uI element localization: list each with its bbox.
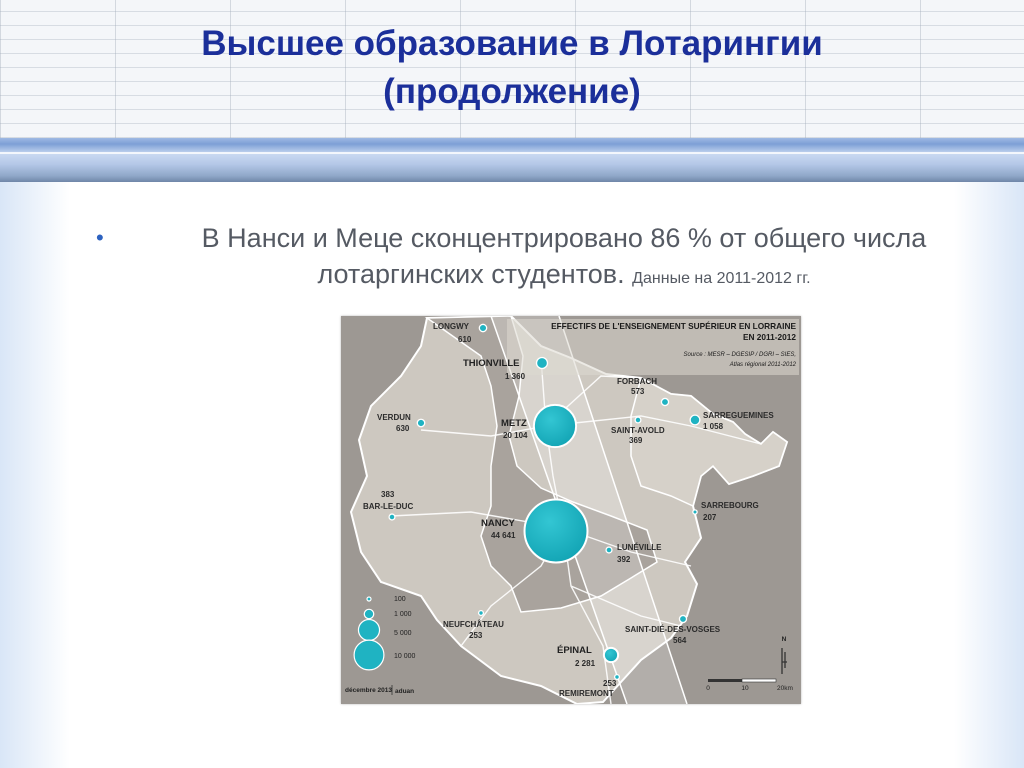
legend-circle-10000 [354, 640, 384, 670]
city-circle-sarreguemines [690, 415, 700, 425]
legend-circle-1000 [364, 609, 373, 618]
city-circle-saint-avold [635, 417, 641, 423]
legend-label-100: 100 [394, 596, 406, 603]
city-label-epinal: ÉPINAL [557, 645, 592, 656]
city-value-metz: 20 104 [503, 431, 528, 440]
city-value-saint-avold: 369 [629, 436, 643, 445]
bullet-data-note: Данные на 2011-2012 гг. [632, 270, 811, 287]
city-label-remiremont: REMIREMONT [559, 689, 614, 698]
credit-date: décembre 2013 [345, 687, 392, 694]
city-circle-bar-le-duc [389, 514, 395, 520]
map-source-line1: Source : MESR – DGESIP / DGRI – SIES, [683, 352, 796, 358]
credit-brand: aduan [395, 688, 415, 695]
city-label-saint-avold: SAINT-AVOLD [611, 426, 665, 435]
slide-title-line1: Высшее образование в Лотарингии [201, 24, 823, 63]
city-label-bar-le-duc: BAR-LE-DUC [363, 502, 414, 511]
legend-label-1000: 1 000 [394, 611, 412, 618]
city-value-nancy: 44 641 [491, 531, 516, 540]
city-label-sarrebourg: SARREBOURG [701, 501, 759, 510]
legend-label-5000: 5 000 [394, 630, 412, 637]
city-value-remiremont: 253 [603, 679, 617, 688]
lorraine-map [341, 316, 801, 704]
city-label-nancy: NANCY [481, 518, 515, 529]
map-title-line2: EN 2011-2012 [742, 332, 796, 342]
slide-title-line2: (продолжение) [383, 72, 641, 111]
city-label-longwy: LONGWY [433, 322, 469, 331]
city-value-forbach: 573 [631, 387, 645, 396]
city-value-longwy: 610 [458, 335, 472, 344]
lorraine-map-svg [341, 316, 801, 704]
city-value-sarreguemines: 1 058 [703, 422, 724, 431]
map-source-line2: Atlas régional 2011-2012 [729, 362, 796, 368]
legend-circle-5000 [358, 619, 379, 640]
city-label-neufchateau: NEUFCHÂTEAU [443, 620, 504, 629]
city-circle-thionville [537, 358, 548, 369]
city-circle-verdun [417, 419, 424, 426]
header-blue-bar [0, 138, 1024, 182]
city-value-thionville: 1 360 [505, 372, 526, 381]
city-circle-longwy [479, 324, 486, 331]
city-label-thionville: THIONVILLE [463, 358, 520, 369]
legend-circle-100 [367, 597, 371, 601]
city-label-verdun: VERDUN [377, 413, 411, 422]
city-value-epinal: 2 281 [575, 659, 596, 668]
city-value-luneville: 392 [617, 555, 631, 564]
city-circle-neufchateau [479, 611, 484, 616]
city-value-neufchateau: 253 [469, 631, 483, 640]
legend-label-10000: 10 000 [394, 653, 416, 660]
slide-title [0, 20, 1024, 116]
map-title-line1: EFFECTIFS DE L'ENSEIGNEMENT SUPÉRIEUR EN LORRAINE [551, 321, 796, 331]
bullet-line2-main: лотаргинских студентов. [317, 259, 625, 289]
scale-tick-10: 10 [741, 685, 749, 692]
city-label-forbach: FORBACH [617, 377, 657, 386]
city-label-saint-die: SAINT-DIÉ-DES-VOSGES [625, 625, 721, 634]
city-value-saint-die: 564 [673, 636, 687, 645]
city-circle-forbach [661, 398, 668, 405]
city-circle-nancy [525, 500, 588, 563]
city-circle-metz [534, 405, 576, 447]
city-circle-luneville [606, 547, 612, 553]
city-circle-remiremont [615, 675, 620, 680]
bullet-dot-icon: • [96, 225, 104, 250]
scale-tick-0: 0 [706, 685, 710, 692]
city-circle-epinal [604, 648, 618, 662]
city-label-luneville: LUNÉVILLE [617, 543, 662, 552]
city-value-bar-le-duc: 383 [381, 490, 395, 499]
north-label: N [781, 636, 787, 643]
city-value-sarrebourg: 207 [703, 513, 717, 522]
city-circle-sarrebourg [693, 510, 697, 514]
city-label-sarreguemines: SARREGUEMINES [703, 411, 774, 420]
bullet-line1: В Нанси и Меце сконцентрировано 86 % от общего числа [201, 223, 927, 253]
bullet-line2 [134, 256, 994, 297]
city-circle-saint-die-des-vosges [679, 615, 686, 622]
scale-tick-20km: 20km [777, 685, 793, 692]
city-label-metz: METZ [501, 418, 527, 429]
bullet-text [134, 220, 994, 297]
city-value-verdun: 630 [396, 424, 410, 433]
